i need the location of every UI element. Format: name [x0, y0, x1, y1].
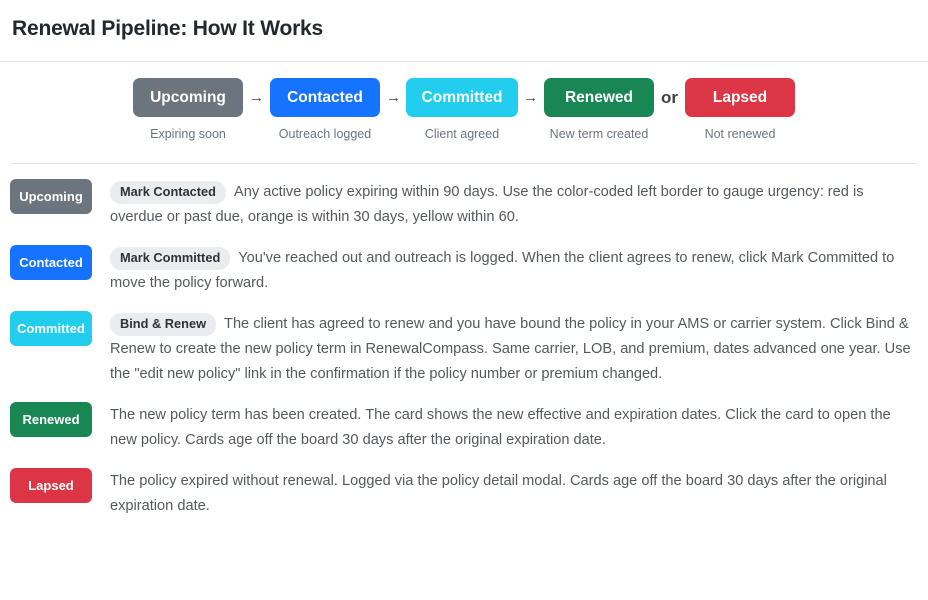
pipeline-stage-lapsed [685, 78, 795, 141]
stage-chip-upcoming: Upcoming [133, 78, 243, 117]
stage-detail-body-committed: The client has agreed to renew and you have bound the policy in your AMS or carrier system. Click Bind & Renew to create the new policy term in RenewalCompass. Same carrier, LOB, and premium, dates advanced one year. Use the "edit new policy" link in the confirmation if the policy number or premium changed. [110, 316, 911, 382]
page-header [0, 0, 928, 62]
arrow-right-icon-1: → [249, 89, 264, 106]
status-badge-upcoming: Upcoming [10, 179, 92, 214]
pipeline-stage-contacted [270, 78, 380, 141]
stage-detail-list [0, 164, 928, 519]
action-pill-mark-committed[interactable]: Mark Committed [110, 247, 230, 270]
status-badge-contacted: Contacted [10, 245, 92, 280]
stage-detail-row-committed [10, 310, 918, 387]
stage-detail-row-renewed [10, 401, 918, 453]
pipeline-stage-upcoming [133, 78, 243, 141]
pipeline-stage-renewed [544, 78, 654, 141]
stage-chip-contacted: Contacted [270, 78, 380, 117]
status-badge-committed: Committed [10, 311, 92, 346]
stage-chip-committed: Committed [406, 78, 519, 117]
pipeline-or-label: or [661, 87, 678, 107]
stage-detail-text-contacted [110, 244, 918, 296]
stage-detail-row-contacted [10, 244, 918, 296]
page-title: Renewal Pipeline: How It Works [12, 17, 324, 40]
pipeline-diagram [0, 62, 928, 151]
action-pill-mark-contacted[interactable]: Mark Contacted [110, 181, 226, 204]
stage-caption-lapsed: Not renewed [704, 127, 776, 141]
stage-detail-row-lapsed [10, 467, 918, 519]
stage-chip-renewed: Renewed [544, 78, 654, 117]
status-badge-renewed: Renewed [10, 402, 92, 437]
stage-detail-body-lapsed: The policy expired without renewal. Logged via the policy detail modal. Cards age off the board 30 days after the original expiration date. [110, 473, 887, 514]
stage-detail-body-contacted: You've reached out and outreach is logged. When the client agrees to renew, click Mark Committed to move the policy forward. [110, 250, 895, 291]
stage-detail-body-renewed: The new policy term has been created. The card shows the new effective and expiration dates. Click the card to open the new policy. Cards age off the board 30 days after the original expiration date. [110, 407, 891, 448]
pipeline-stage-committed [407, 78, 517, 141]
stage-detail-text-renewed [110, 401, 918, 453]
stage-caption-upcoming: Expiring soon [150, 127, 226, 141]
arrow-right-icon-2: → [386, 89, 401, 106]
status-badge-lapsed: Lapsed [10, 468, 92, 503]
action-pill-bind-and-renew[interactable]: Bind & Renew [110, 313, 216, 336]
stage-detail-text-lapsed [110, 467, 918, 519]
stage-detail-text-upcoming [110, 178, 918, 230]
stage-detail-body-upcoming: Any active policy expiring within 90 days. Use the color-coded left border to gauge urgency: red is overdue or past due, orange is within 30 days, yellow within 60. [110, 184, 864, 225]
stage-caption-renewed: New term created [549, 127, 649, 141]
stage-detail-text-committed [110, 310, 918, 387]
stage-caption-committed: Client agreed [424, 127, 500, 141]
stage-chip-lapsed: Lapsed [685, 78, 795, 117]
arrow-right-icon-3: → [523, 89, 538, 106]
pipeline-stage-row [10, 78, 918, 141]
stage-detail-row-upcoming [10, 178, 918, 230]
stage-caption-contacted: Outreach logged [278, 127, 372, 141]
